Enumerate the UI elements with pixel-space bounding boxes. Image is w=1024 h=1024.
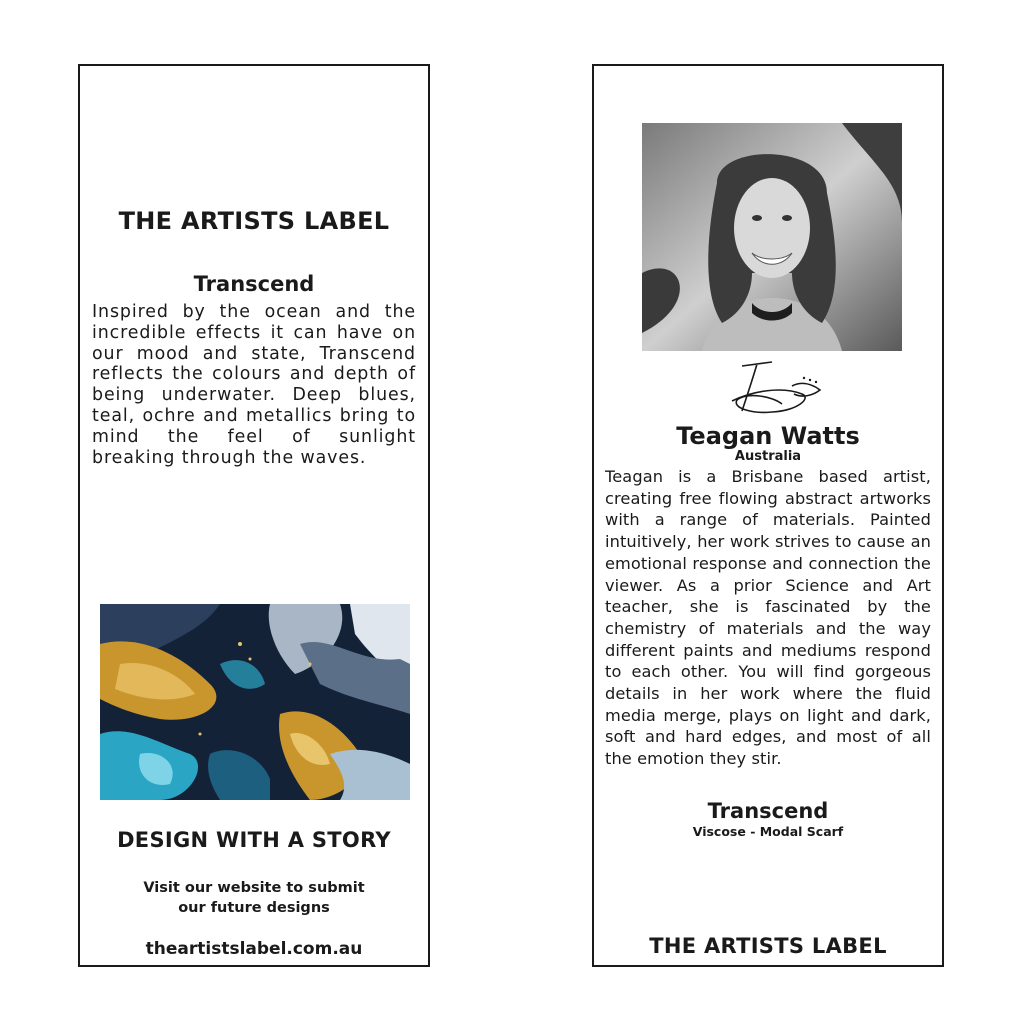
slogan: DESIGN WITH A STORY — [117, 828, 391, 852]
artist-portrait — [642, 123, 902, 351]
left-card — [78, 64, 430, 967]
website-link[interactable]: theartistslabel.com.au — [145, 939, 363, 959]
brand-title: THE ARTISTS LABEL — [118, 207, 390, 235]
artwork-title: Transcend — [707, 799, 829, 823]
cta-line-1: Visit our website to submit — [143, 880, 365, 896]
cta-line-2: our future designs — [178, 900, 330, 916]
artwork-description: Inspired by the ocean and the incredible effects it can have on our mood and state, Transcend reflects the colours and depth of being underwater. Deep blues, teal, ochre and metallics bring to mind the feel of sunlight breaking through the waves. — [92, 302, 416, 468]
artist-signature — [712, 356, 832, 420]
artist-name: Teagan Watts — [676, 422, 860, 450]
artwork-title: Transcend — [193, 272, 315, 296]
artwork-image — [100, 604, 410, 800]
product-type: Viscose - Modal Scarf — [692, 824, 844, 839]
artist-bio: Teagan is a Brisbane based artist, creating free flowing abstract artworks with a range of materials. Painted intuitively, her work strives to cause an emotional response and connection the viewer. As a prior Science and Art teacher, she is fascinated by the chemistry of materials and the way different paints and mediums respond to each other. You will find gorgeous details in her work where the fluid media merge, plays on light and dark, soft and hard edges, and most of all the emotion they stir. — [605, 467, 931, 769]
brand-title-footer: THE ARTISTS LABEL — [649, 934, 887, 958]
right-card — [592, 64, 944, 967]
artist-country: Australia — [734, 449, 802, 464]
